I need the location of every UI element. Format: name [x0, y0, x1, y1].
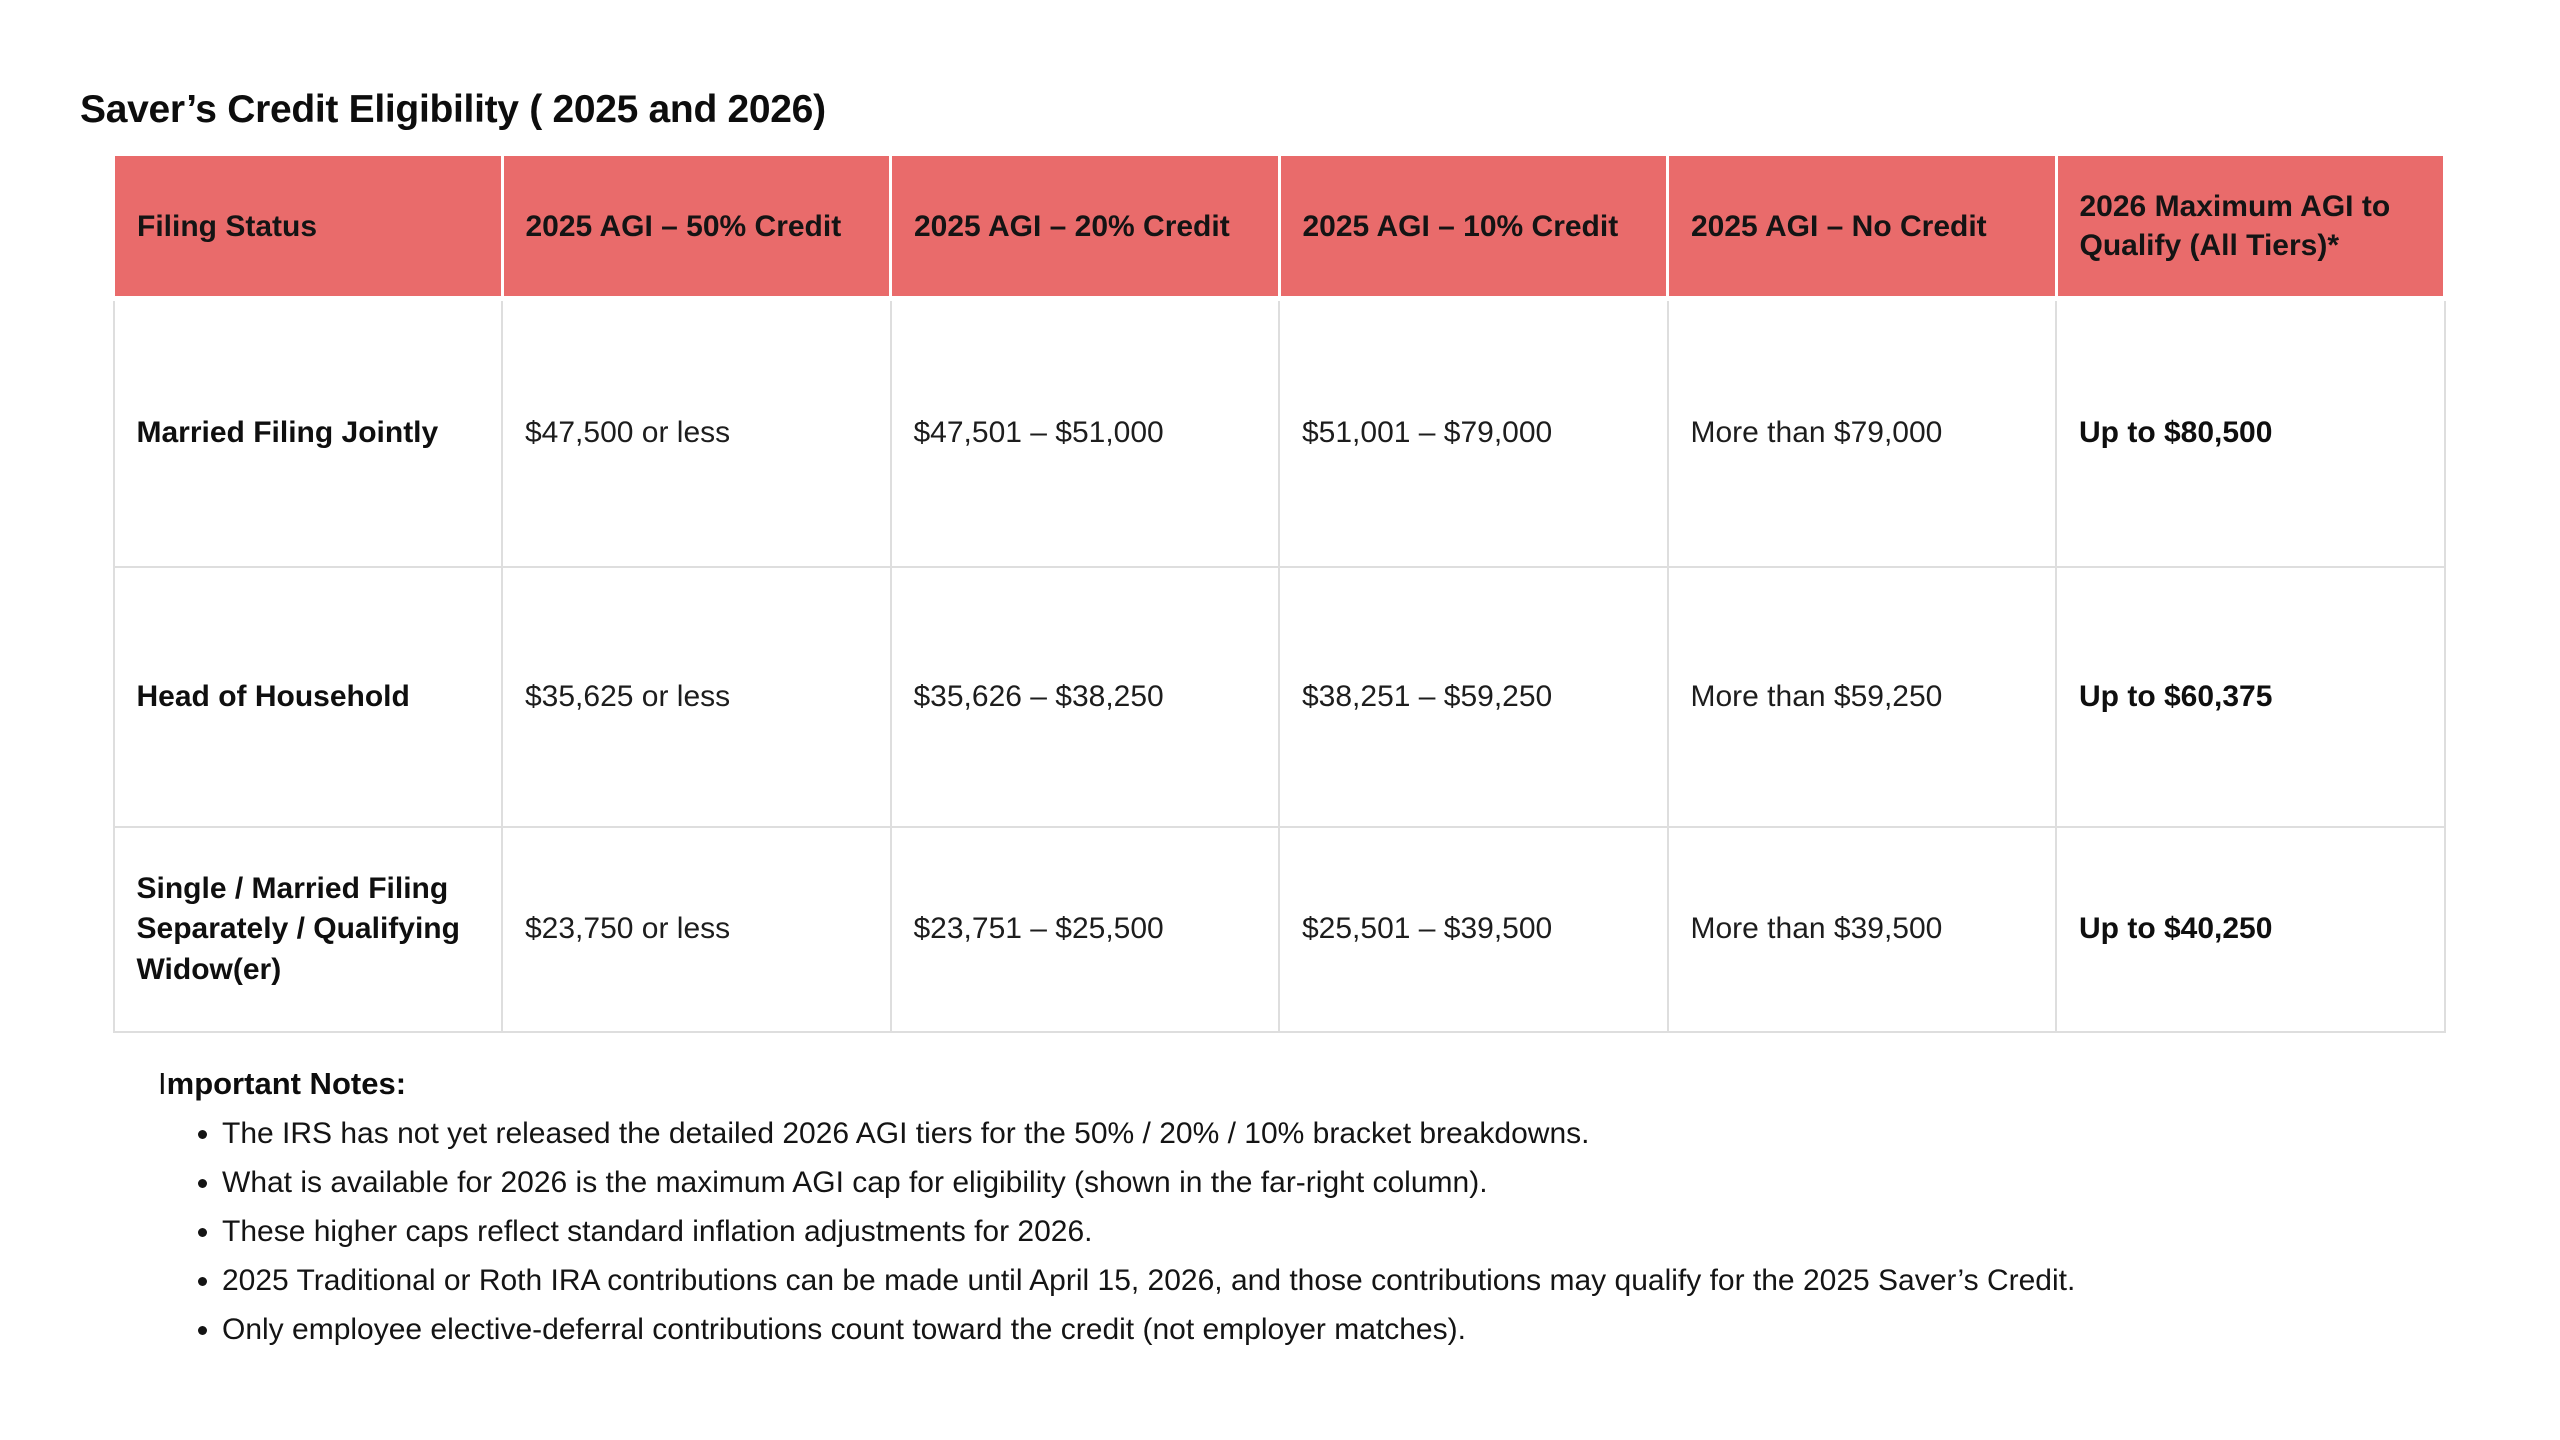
cell-agi-20-credit: $23,751 – $25,500	[891, 827, 1280, 1032]
note-item-elective-deferral: • Only employee elective-deferral contributions count toward the credit (not employer matches).	[222, 1312, 2458, 1348]
table-row-head-of-household	[114, 567, 2445, 827]
cell-agi-50-credit: $47,500 or less	[502, 299, 891, 568]
cell-2026-max-agi: Up to $60,375	[2056, 567, 2445, 827]
col-header-2025-agi-no-credit: 2025 AGI – No Credit	[1668, 155, 2057, 299]
note-item-2026-max-cap: • What is available for 2026 is the maximum AGI cap for eligibility (shown in the far-right column).	[222, 1165, 2458, 1201]
page-title: Saver’s Credit Eligibility ( 2025 and 2026)	[80, 88, 826, 131]
cell-agi-20-credit: $47,501 – $51,000	[891, 299, 1280, 568]
cell-agi-50-credit: $23,750 or less	[502, 827, 891, 1032]
table-header	[114, 155, 2445, 299]
cell-agi-no-credit: More than $79,000	[1668, 299, 2057, 568]
eligibility-table	[112, 153, 2446, 1033]
table-body	[114, 299, 2445, 1033]
col-header-2025-agi-10-credit: 2025 AGI – 10% Credit	[1279, 155, 1668, 299]
header-row	[114, 155, 2445, 299]
table-row-single-mfs-qualifying-widow	[114, 827, 2445, 1032]
cell-agi-50-credit: $35,625 or less	[502, 567, 891, 827]
cell-agi-no-credit: More than $59,250	[1668, 567, 2057, 827]
col-header-filing-status: Filing Status	[114, 155, 503, 299]
cell-agi-10-credit: $51,001 – $79,000	[1279, 299, 1668, 568]
cell-agi-10-credit: $25,501 – $39,500	[1279, 827, 1668, 1032]
notes-section	[158, 1066, 2458, 1361]
table-row-married-filing-jointly	[114, 299, 2445, 568]
note-item-ira-deadline: • 2025 Traditional or Roth IRA contributions can be made until April 15, 2026, and those contributions may qualify for the 2025 Saver’s Credit.	[222, 1263, 2458, 1299]
cell-filing-status: Head of Household	[114, 567, 503, 827]
cell-2026-max-agi: Up to $40,250	[2056, 827, 2445, 1032]
col-header-2026-max-agi: 2026 Maximum AGI to Qualify (All Tiers)*	[2056, 155, 2445, 299]
notes-heading	[158, 1066, 2458, 1102]
col-header-2025-agi-50-credit: 2025 AGI – 50% Credit	[502, 155, 891, 299]
notes-list	[158, 1116, 2458, 1348]
cell-agi-no-credit: More than $39,500	[1668, 827, 2057, 1032]
notes-heading-first-letter: I	[158, 1066, 167, 1101]
note-item-irs-tiers: • The IRS has not yet released the detailed 2026 AGI tiers for the 50% / 20% / 10% bracket breakdowns.	[222, 1116, 2458, 1152]
cell-filing-status: Married Filing Jointly	[114, 299, 503, 568]
cell-2026-max-agi: Up to $80,500	[2056, 299, 2445, 568]
note-item-inflation: • These higher caps reflect standard inflation adjustments for 2026.	[222, 1214, 2458, 1250]
cell-agi-20-credit: $35,626 – $38,250	[891, 567, 1280, 827]
cell-filing-status: Single / Married Filing Separately / Qualifying Widow(er)	[114, 827, 503, 1032]
notes-heading-text: mportant Notes:	[166, 1066, 407, 1101]
col-header-2025-agi-20-credit: 2025 AGI – 20% Credit	[891, 155, 1280, 299]
cell-agi-10-credit: $38,251 – $59,250	[1279, 567, 1668, 827]
